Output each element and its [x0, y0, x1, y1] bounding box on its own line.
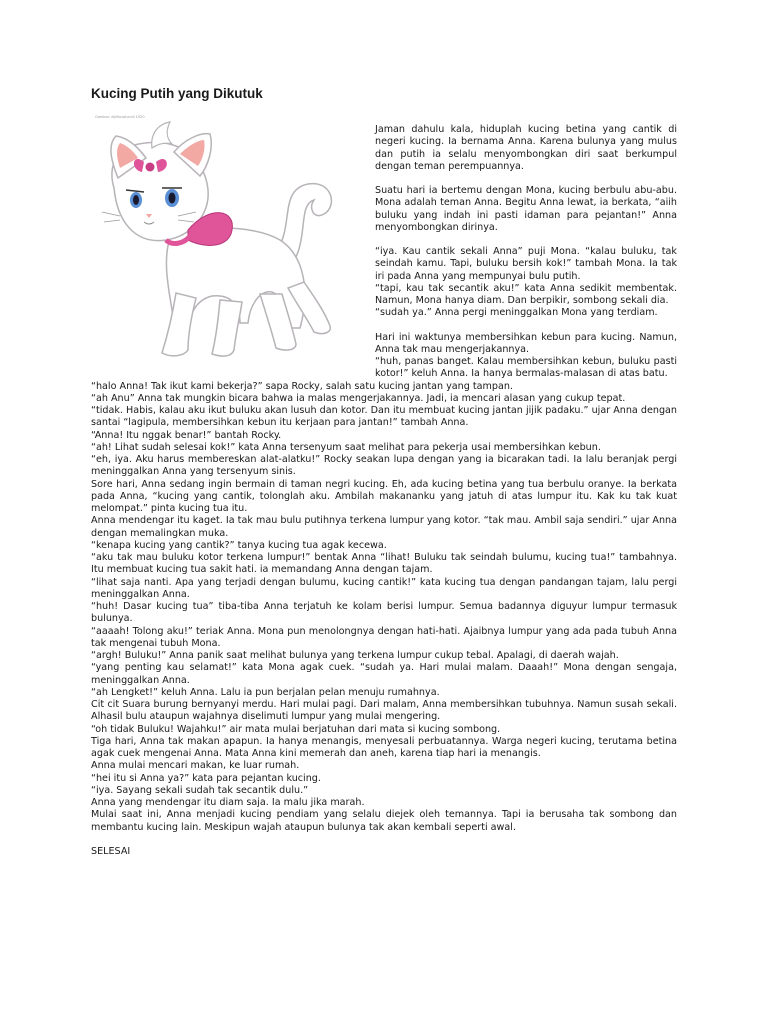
- paragraph: “ah Lengket!” keluh Anna. Lalu ia pun berjalan pelan menuju rumahnya.: [91, 686, 440, 698]
- paragraph: Cit cit Suara burung bernyanyi merdu. Hari mulai pagi. Dari malam, Anna membersihkan tubuhnya. Namun susah sekali. Alhasil bulu ataupun wajahnya diselimuti lumpur yang mulai mengering.: [91, 699, 677, 723]
- paragraph: Anna mendengar itu kaget. Ia tak mau bulu putihnya terkena lumpur yang kotor. “tak mau. Ambil saja sendiri.” ujar Anna dengan memalingkan muka.: [91, 515, 677, 539]
- paragraph: “sudah ya.” Anna pergi meninggalkan Mona yang terdiam.: [375, 307, 658, 319]
- image-caption: Gambar: dijiftuvaturall 1920: [95, 115, 145, 119]
- paragraph: “kenapa kucing yang cantik?” tanya kucing tua agak kecewa.: [91, 539, 387, 551]
- paragraph: “tidak. Habis, kalau aku ikut buluku akan lusuh dan kotor. Dan itu membuat kucing jantan jijik padaku.” ujar Anna dengan santai “lagipula, membersihkan kebun itu kerjaan para jantan!” tambah Anna.: [91, 405, 677, 429]
- paragraph: “oh tidak Buluku! Wajahku!” air mata mulai berjatuhan dari mata si kucing sombong.: [91, 723, 501, 735]
- paragraph: Tiga hari, Anna tak makan apapun. Ia hanya menangis, menyesali perbuatannya. Warga negeri kucing, terutama betina agak cuek mengenai Anna. Mata Anna kini memerah dan aneh, karena tiap hari ia menangis.: [91, 735, 677, 759]
- paragraph: Jaman dahulu kala, hiduplah kucing betina yang cantik di negeri kucing. Ia bernama Anna. Karena bulunya yang mulus dan putih ia selalu menyombongkan diri saat berkumpul dengan teman perempuannya.: [375, 124, 677, 172]
- document-title: Kucing Putih yang Dikutuk: [91, 86, 263, 101]
- paragraph: “argh! Buluku!” Anna panik saat melihat bulunya yang terkena lumpur cukup tebal. Apalagi, di daerah wajah.: [91, 650, 619, 661]
- paragraph: Suatu hari ia bertemu dengan Mona, kucing berbulu abu-abu. Mona adalah teman Anna. Begitu Anna lewat, ia berkata, “aiih buluku yang indah ini pasti idaman para pejantan!” Anna menyombongkan dirinya.: [375, 185, 677, 233]
- story-ending: SELESAI: [91, 845, 131, 857]
- paragraph: “halo Anna! Tak ikut kami bekerja?” sapa Rocky, salah satu kucing jantan yang tampan.: [91, 380, 513, 392]
- paragraph: Anna yang mendengar itu diam saja. Ia malu jika marah.: [91, 797, 365, 808]
- paragraph: “tapi, kau tak secantik aku!” kata Anna sedikit membentak. Namun, Mona hanya diam. Dan berpikir, sombong sekali dia.: [375, 282, 677, 306]
- paragraph: “ah! Lihat sudah selesai kok!” kata Anna tersenyum saat melihat para pekerja usai membersihkan kebun.: [91, 441, 601, 453]
- paragraph: “aku tak mau buluku kotor terkena lumpur!” bentak Anna “lihat! Buluku tak seindah bulumu, kucing tua!” tambahnya. Itu membuat kucing tua sakit hati. ia memandang Anna dengan tajam.: [91, 552, 677, 576]
- paragraph: “eh, iya. Aku harus membereskan alat-alatku!” Rocky seakan lupa dengan yang ia bicarakan tadi. Ia lalu beranjak pergi meninggalkan Anna yang tersenyum sinis.: [91, 454, 677, 478]
- paragraph: “yang penting kau selamat!” kata Mona agak cuek. “sudah ya. Hari mulai malam. Daaah!” Mona dengan sengaja, meninggalkan Anna.: [91, 662, 677, 686]
- paragraph: “iya. Sayang sekali sudah tak secantik dulu.”: [91, 784, 309, 796]
- paragraph: Mulai saat ini, Anna menjadi kucing pendiam yang selalu diejek oleh temannya. Tapi ia berusaha tak sombong dan membantu kucing lain. Meskipun wajah ataupun bulunya tak akan kembali seperti awal.: [91, 809, 677, 833]
- paragraph: Sore hari, Anna sedang ingin bermain di taman negri kucing. Eh, ada kucing betina yang tua berbulu oranye. Ia berkata pada Anna, “kucing yang cantik, tolonglah aku. Ambilah makananku yang jatuh di atas lumpur itu. Kak ku tak kuat melompat.” pinta kucing tua itu.: [91, 478, 677, 514]
- image-float-spacer: [91, 124, 375, 376]
- paragraph: Anna mulai mencari makan, ke luar rumah.: [91, 760, 300, 772]
- paragraph: “ah Anu” Anna tak mungkin bicara bahwa ia malas mengerjakannya. Jadi, ia mencari alasan yang cukup tepat.: [91, 392, 626, 404]
- paragraph: “Anna! Itu nggak benar!” bantah Rocky.: [91, 429, 282, 441]
- paragraph: “hei itu si Anna ya?” kata para pejantan kucing.: [91, 772, 321, 784]
- paragraph: “lihat saja nanti. Apa yang terjadi dengan bulumu, kucing cantik!” kata kucing tua dengan pandangan tajam, lalu pergi meninggalkan Anna.: [91, 576, 677, 600]
- paragraph: “aaaah! Tolong aku!” teriak Anna. Mona pun menolongnya dengan hati-hati. Ajaibnya lumpur yang ada pada tubuh Anna tak mengenai tubuh Mona.: [91, 625, 677, 649]
- paragraph: “iya. Kau cantik sekali Anna” puji Mona. “kalau buluku, tak seindah kamu. Tapi, buluku bersih kok!” tambah Mona. Ia tak iri pada Anna yang mempunyai bulu putih.: [375, 246, 677, 282]
- paragraph: “huh! Dasar kucing tua” tiba-tiba Anna terjatuh ke kolam berisi lumpur. Semua badannya diguyur lumpur termasuk bulunya.: [91, 601, 677, 625]
- story-body: [91, 124, 677, 858]
- paragraph: Hari ini waktunya membersihkan kebun para kucing. Namun, Anna tak mau mengerjakannya.: [375, 331, 677, 355]
- paragraph: “huh, panas banget. Kalau membersihkan kebun, buluku pasti kotor!” keluh Anna. Ia hanya bermalas-malasan di atas batu.: [375, 356, 677, 380]
